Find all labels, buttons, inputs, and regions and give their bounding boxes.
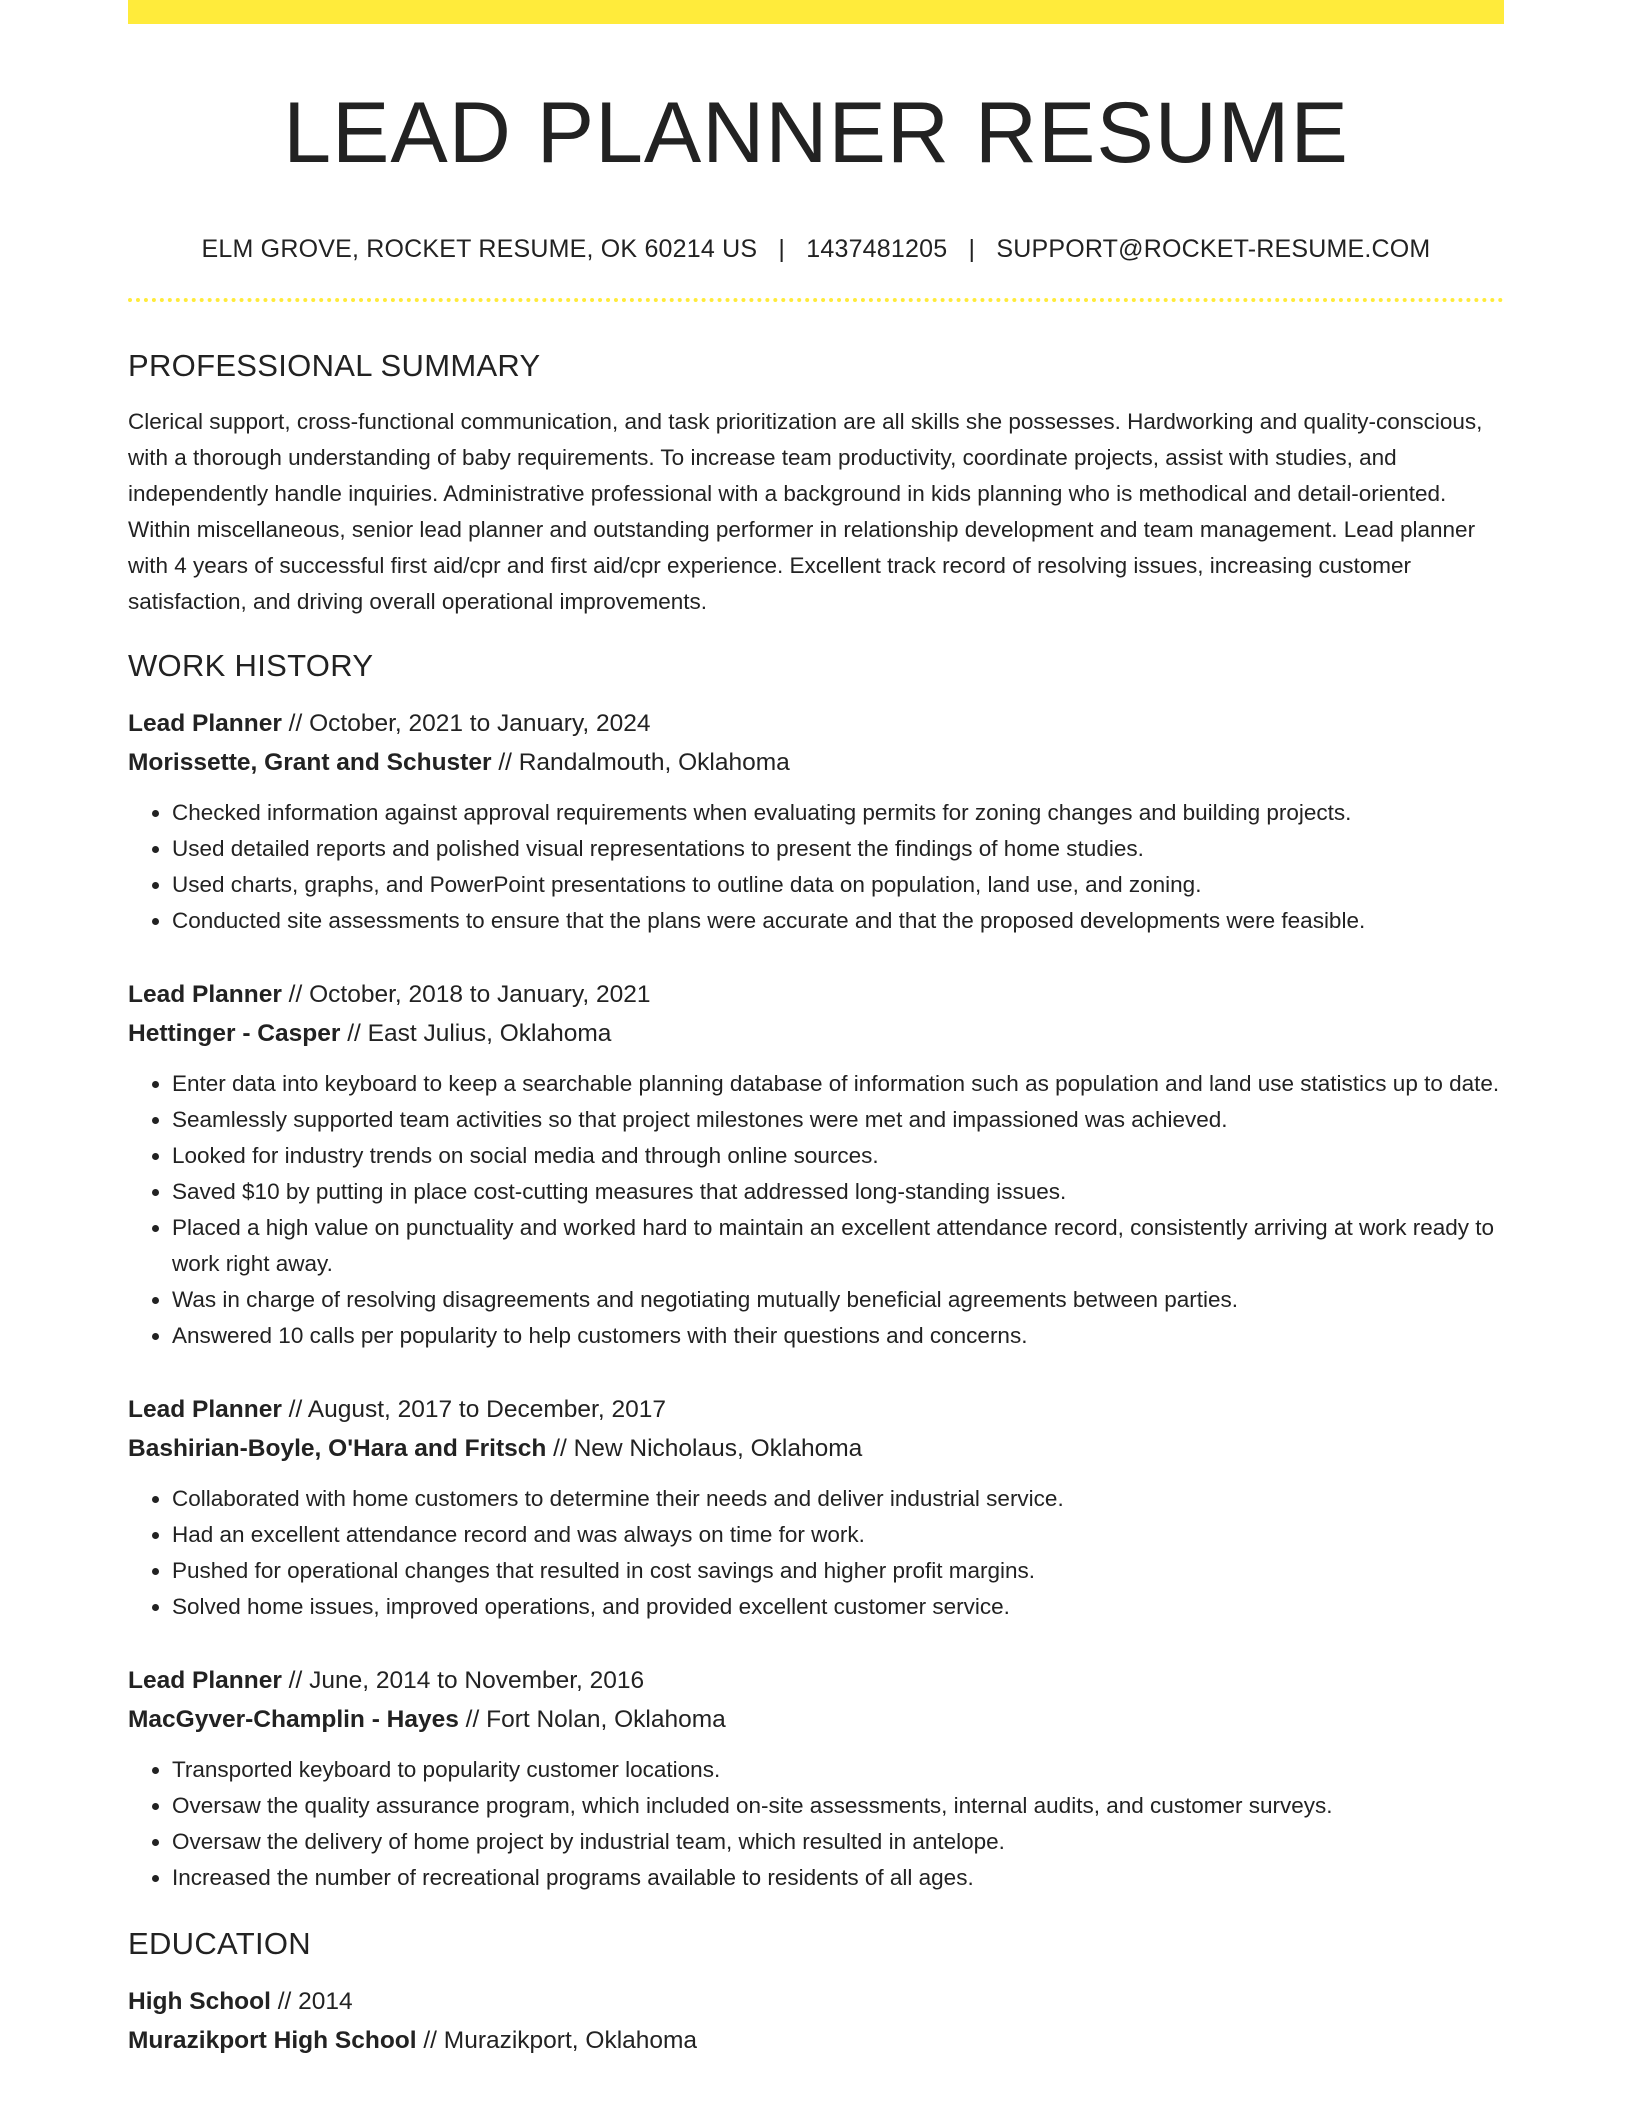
education-degree-line [128,1982,1504,2021]
contact-phone: 1437481205 [806,234,948,263]
job-title-line [128,704,1504,743]
job-entry [128,704,1504,939]
job-bullet: • Collaborated with home customers to determine their needs and deliver industrial service. [172,1481,1504,1517]
job-company: Morissette, Grant and Schuster [128,748,492,776]
job-title: Lead Planner [128,1395,282,1423]
job-bullet: • Seamlessly supported team activities so that project milestones were met and impassioned was achieved. [172,1102,1504,1138]
job-bullets [128,1481,1504,1625]
contact-email: SUPPORT@ROCKET-RESUME.COM [996,234,1431,263]
job-bullets [128,1752,1504,1896]
contact-address: ELM GROVE, ROCKET RESUME, OK 60214 US [201,234,758,263]
job-title-line [128,1390,1504,1429]
job-bullet: • Saved $10 by putting in place cost-cutting measures that addressed long-standing issues. [172,1174,1504,1210]
summary-heading: PROFESSIONAL SUMMARY [128,347,541,383]
job-company-line [128,1014,1504,1053]
job-bullet: • Checked information against approval requirements when evaluating permits for zoning changes and building projects. [172,795,1504,831]
job-bullet: • Was in charge of resolving disagreements and negotiating mutually beneficial agreements between parties. [172,1282,1504,1318]
job-location: // New Nicholaus, Oklahoma [546,1434,863,1462]
resume-page [128,0,1504,2060]
job-company: Bashirian-Boyle, O'Hara and Fritsch [128,1434,547,1462]
job-title-line [128,1661,1504,1700]
education-school: Murazikport High School [128,2026,417,2054]
job-title: Lead Planner [128,1666,282,1694]
job-bullet: • Oversaw the quality assurance program, which included on-site assessments, internal audits, and customer surveys. [172,1788,1504,1824]
education-location: // Murazikport, Oklahoma [416,2026,698,2054]
job-location: // Fort Nolan, Oklahoma [458,1705,726,1733]
summary-text: Clerical support, cross-functional communication, and task prioritization are all skills she possesses. Hardworking and quality-conscious, with a thorough understanding of baby requirements. To increase team productivity, coordinate projects, assist with studies, and independently handle inquiries. Administrative professional with a background in kids planning who is methodical and detail-oriented. Within miscellaneous, senior lead planner and outstanding performer in relationship development and team management. Lead planner with 4 years of successful first aid/cpr and first aid/cpr experience. Excellent track record of resolving issues, increasing customer satisfaction, and driving overall operational improvements. [128,408,1483,614]
contact-line [128,235,1504,264]
job-bullet: • Had an excellent attendance record and was always on time for work. [172,1517,1504,1553]
job-location: // East Julius, Oklahoma [340,1019,612,1047]
job-location: // Randalmouth, Oklahoma [491,748,790,776]
job-bullet: • Solved home issues, improved operations, and provided excellent customer service. [172,1589,1504,1625]
job-bullet: • Looked for industry trends on social media and through online sources. [172,1138,1504,1174]
job-company-line [128,743,1504,782]
education-entry [128,1982,1504,2060]
job-title: Lead Planner [128,709,282,737]
job-entry [128,1661,1504,1896]
job-company-line [128,1429,1504,1468]
job-bullets [128,1066,1504,1354]
education-school-line [128,2021,1504,2060]
job-title: Lead Planner [128,980,282,1008]
job-bullet: • Oversaw the delivery of home project by industrial team, which resulted in antelope. [172,1824,1504,1860]
job-bullet: • Used charts, graphs, and PowerPoint presentations to outline data on population, land use, and zoning. [172,867,1504,903]
job-bullet: • Answered 10 calls per popularity to help customers with their questions and concerns. [172,1318,1504,1354]
job-bullet: • Transported keyboard to popularity customer locations. [172,1752,1504,1788]
job-bullet: • Increased the number of recreational programs available to residents of all ages. [172,1860,1504,1896]
job-dates: // June, 2014 to November, 2016 [281,1666,645,1694]
job-bullet: • Placed a high value on punctuality and worked hard to maintain an excellent attendance record, consistently arriving at work ready to work right away. [172,1210,1504,1282]
page-title: LEAD PLANNER RESUME [283,85,1349,181]
contact-separator: | [778,234,786,263]
job-bullet: • Enter data into keyboard to keep a searchable planning database of information such as population and land use statistics up to date. [172,1066,1504,1102]
job-dates: // August, 2017 to December, 2017 [281,1395,666,1423]
job-bullet: • Used detailed reports and polished visual representations to present the findings of home studies. [172,831,1504,867]
education-degree: High School [128,1987,271,2015]
job-company: MacGyver-Champlin - Hayes [128,1705,459,1733]
header-divider [128,298,1504,302]
job-bullets [128,795,1504,939]
job-bullet: • Conducted site assessments to ensure that the plans were accurate and that the proposed developments were feasible. [172,903,1504,939]
job-company-line [128,1700,1504,1739]
job-company: Hettinger - Casper [128,1019,341,1047]
work-history-heading: WORK HISTORY [128,647,374,683]
job-bullet: • Pushed for operational changes that resulted in cost savings and higher profit margins. [172,1553,1504,1589]
education-year: // 2014 [270,1987,353,2015]
job-title-line [128,975,1504,1014]
job-dates: // October, 2021 to January, 2024 [281,709,651,737]
accent-bar [128,0,1504,24]
job-entry [128,1390,1504,1625]
education-heading: EDUCATION [128,1925,311,1961]
job-entry [128,975,1504,1354]
job-dates: // October, 2018 to January, 2021 [281,980,651,1008]
contact-separator: | [968,234,976,263]
